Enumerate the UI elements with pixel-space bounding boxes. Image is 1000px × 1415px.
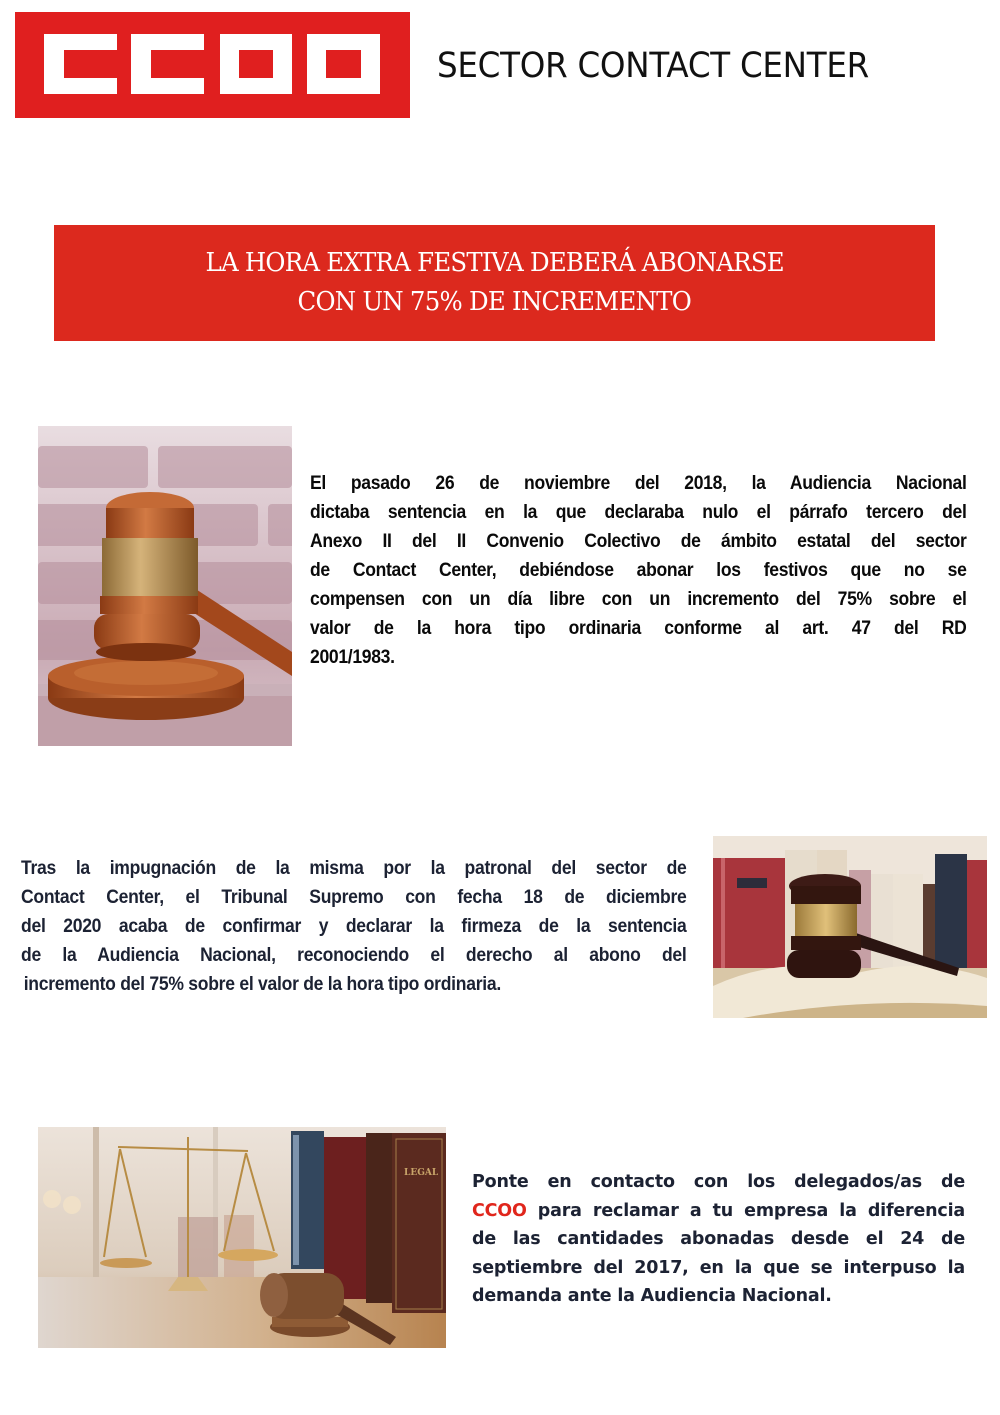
sector-title: SECTOR CONTACT CENTER bbox=[437, 46, 869, 86]
contact-delegates-paragraph bbox=[472, 1168, 965, 1311]
scales-gavel-legal-books-photo bbox=[38, 1127, 446, 1348]
legal-book-label: LEGAL bbox=[404, 1168, 439, 1178]
paragraph-line: Anexo II del II Convenio Colectivo de ámbito estatal del sector bbox=[310, 530, 967, 552]
ccoo-logo-glyphs bbox=[15, 12, 410, 118]
ccoo-highlight: CCOO bbox=[472, 1200, 527, 1221]
headline-banner bbox=[54, 225, 935, 341]
paragraph-line: dictaba sentencia en la que declaraba nulo el párrafo tercero del bbox=[310, 501, 967, 523]
paragraph-line: de la Audiencia Nacional, reconociendo el derecho al abono del bbox=[21, 944, 687, 966]
paragraph-line: septiembre del 2017, en la que se interpuso la bbox=[472, 1257, 965, 1278]
paragraph-line: valor de la hora tipo ordinaria conforme al art. 47 del RD bbox=[310, 617, 967, 639]
paragraph-line-rest: para reclamar a tu empresa la diferencia bbox=[537, 1200, 965, 1221]
supreme-court-paragraph bbox=[21, 854, 686, 999]
paragraph-line: incremento del 75% sobre el valor de la hora tipo ordinaria. bbox=[23, 973, 501, 995]
paragraph-line: del 2020 acaba de confirmar y declarar la firmeza de la sentencia bbox=[21, 915, 687, 937]
paragraph-line: de Contact Center, debiéndose abonar los festivos que no se bbox=[310, 559, 967, 581]
ccoo-logo bbox=[15, 12, 410, 118]
paragraph-line-with-ccoo bbox=[472, 1197, 965, 1226]
paragraph-line: compensen con un día libre con un incremento del 75% sobre el bbox=[310, 588, 967, 610]
headline-line-2: CON UN 75% DE INCREMENTO bbox=[297, 287, 692, 317]
paragraph-line: El pasado 26 de noviembre del 2018, la Audiencia Nacional bbox=[310, 472, 967, 494]
ruling-paragraph bbox=[310, 469, 966, 672]
headline-line-1: LA HORA EXTRA FESTIVA DEBERÁ ABONARSE bbox=[205, 248, 784, 278]
gavel-brick-wall-photo bbox=[38, 426, 292, 746]
paragraph-line: Ponte en contacto con los delegados/as de bbox=[472, 1172, 965, 1192]
paragraph-line: Contact Center, el Tribunal Supremo con fecha 18 de diciembre bbox=[21, 886, 687, 908]
paragraph-line: de las cantidades abonadas desde el 24 de bbox=[472, 1229, 965, 1249]
gavel-on-book-photo bbox=[713, 836, 987, 1018]
paragraph-line: Tras la impugnación de la misma por la patronal del sector de bbox=[21, 857, 687, 879]
paragraph-line: demanda ante la Audiencia Nacional. bbox=[472, 1286, 832, 1306]
paragraph-line: 2001/1983. bbox=[310, 646, 395, 668]
